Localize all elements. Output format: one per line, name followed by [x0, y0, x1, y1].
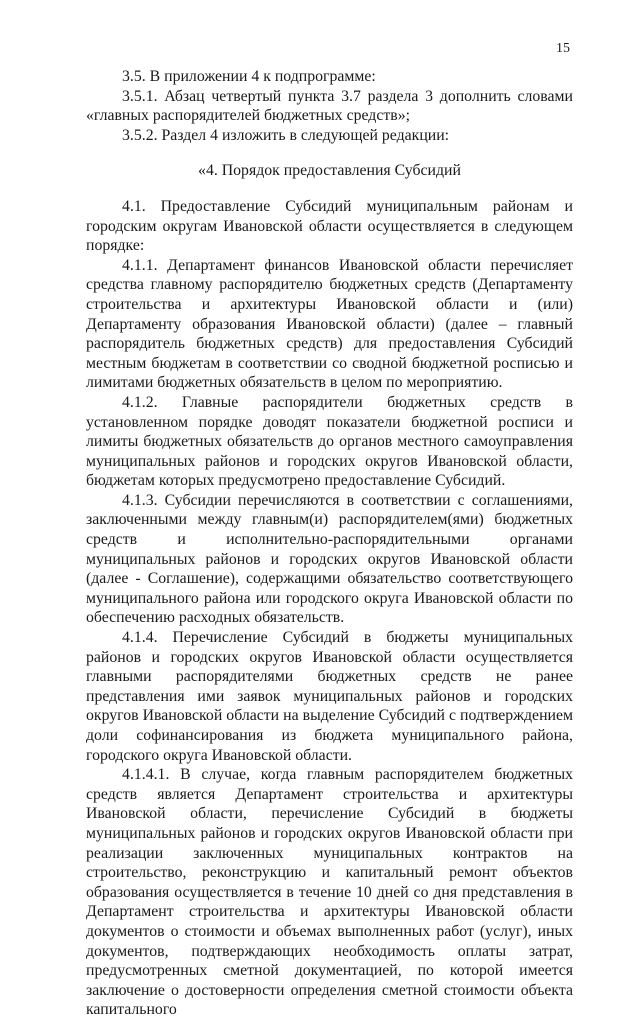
paragraph-4-1: 4.1. Предоставление Субсидий муниципальным районам и городским округам Ивановской области осуществляется в следующем порядке: [86, 197, 573, 255]
paragraph-4-1-4: 4.1.4. Перечисление Субсидий в бюджеты муниципальных районов и городских округов Ивановской области осуществляется главными распорядителями бюджетных средств не ранее представления ими заявок муниципальных районов и городских округов Ивановской области на выделение Субсидий с подтверждением доли софинансирования из бюджета муниципального района, городского округа Ивановской области. [86, 629, 573, 764]
document-body [86, 67, 573, 1020]
section-heading: «4. Порядок предоставления Субсидий [198, 162, 461, 180]
paragraph-4-1-4-1: 4.1.4.1. В случае, когда главным распорядителем бюджетных средств является Департамент строительства и архитектуры Ивановской области, перечисление Субсидий в бюджеты муниципальных районов и городских округов Ивановской области при реализации заключенных муниципальных контрактов на строительство, реконструкцию и капитальный ремонт объектов образования осуществляется в течение 10 дней со дня представления в Департамент строительства и архитектуры Ивановской области документов о стоимости и объемах выполненных работ (услуг), иных документов, подтверждающих необходимость оплаты затрат, предусмотренных сметной документацией, по которой имеется заключение о достоверности определения сметной стоимости объекта капитального [86, 766, 573, 1019]
paragraph-3-5: 3.5. В приложении 4 к подпрограмме: [122, 68, 376, 85]
page-number: 15 [556, 41, 570, 56]
paragraph-4-1-2: 4.1.2. Главные распорядители бюджетных средств в установленном порядке доводят показатели бюджетной росписи и лимиты бюджетных обязательств до органов местного самоуправления муниципальных районов и городских округов Ивановской области, бюджетам которых предусмотрено предоставление Субсидий. [86, 393, 573, 490]
paragraph-4-1-3: 4.1.3. Субсидии перечисляются в соответствии с соглашениями, заключенными между главным(и) распорядителем(ями) бюджетных средств и исполнительно-распорядительными органами муниципальных районов и городских округов Ивановской области (далее - Соглашение), содержащими обязательство соответствующего муниципального района или городского округа Ивановской области по обеспечению расходных обязательств. [86, 491, 573, 627]
paragraph-4-1-1: 4.1.1. Департамент финансов Ивановской области перечисляет средства главному распорядителю бюджетных средств (Департаменту строительства и архитектуры Ивановской области и (или) Департаменту образования Ивановской области) (далее – главный распорядитель бюджетных средств) для предоставления Субсидий местным бюджетам в соответствии со сводной бюджетной росписью и лимитами бюджетных обязательств в целом по мероприятию. [86, 256, 573, 392]
paragraph-3-5-2: 3.5.2. Раздел 4 изложить в следующей редакции: [122, 126, 450, 144]
paragraph-3-5-1: 3.5.1. Абзац четвертый пункта 3.7 раздела 3 дополнить словами «главных распорядителей бюджетных средств»; [86, 87, 573, 125]
